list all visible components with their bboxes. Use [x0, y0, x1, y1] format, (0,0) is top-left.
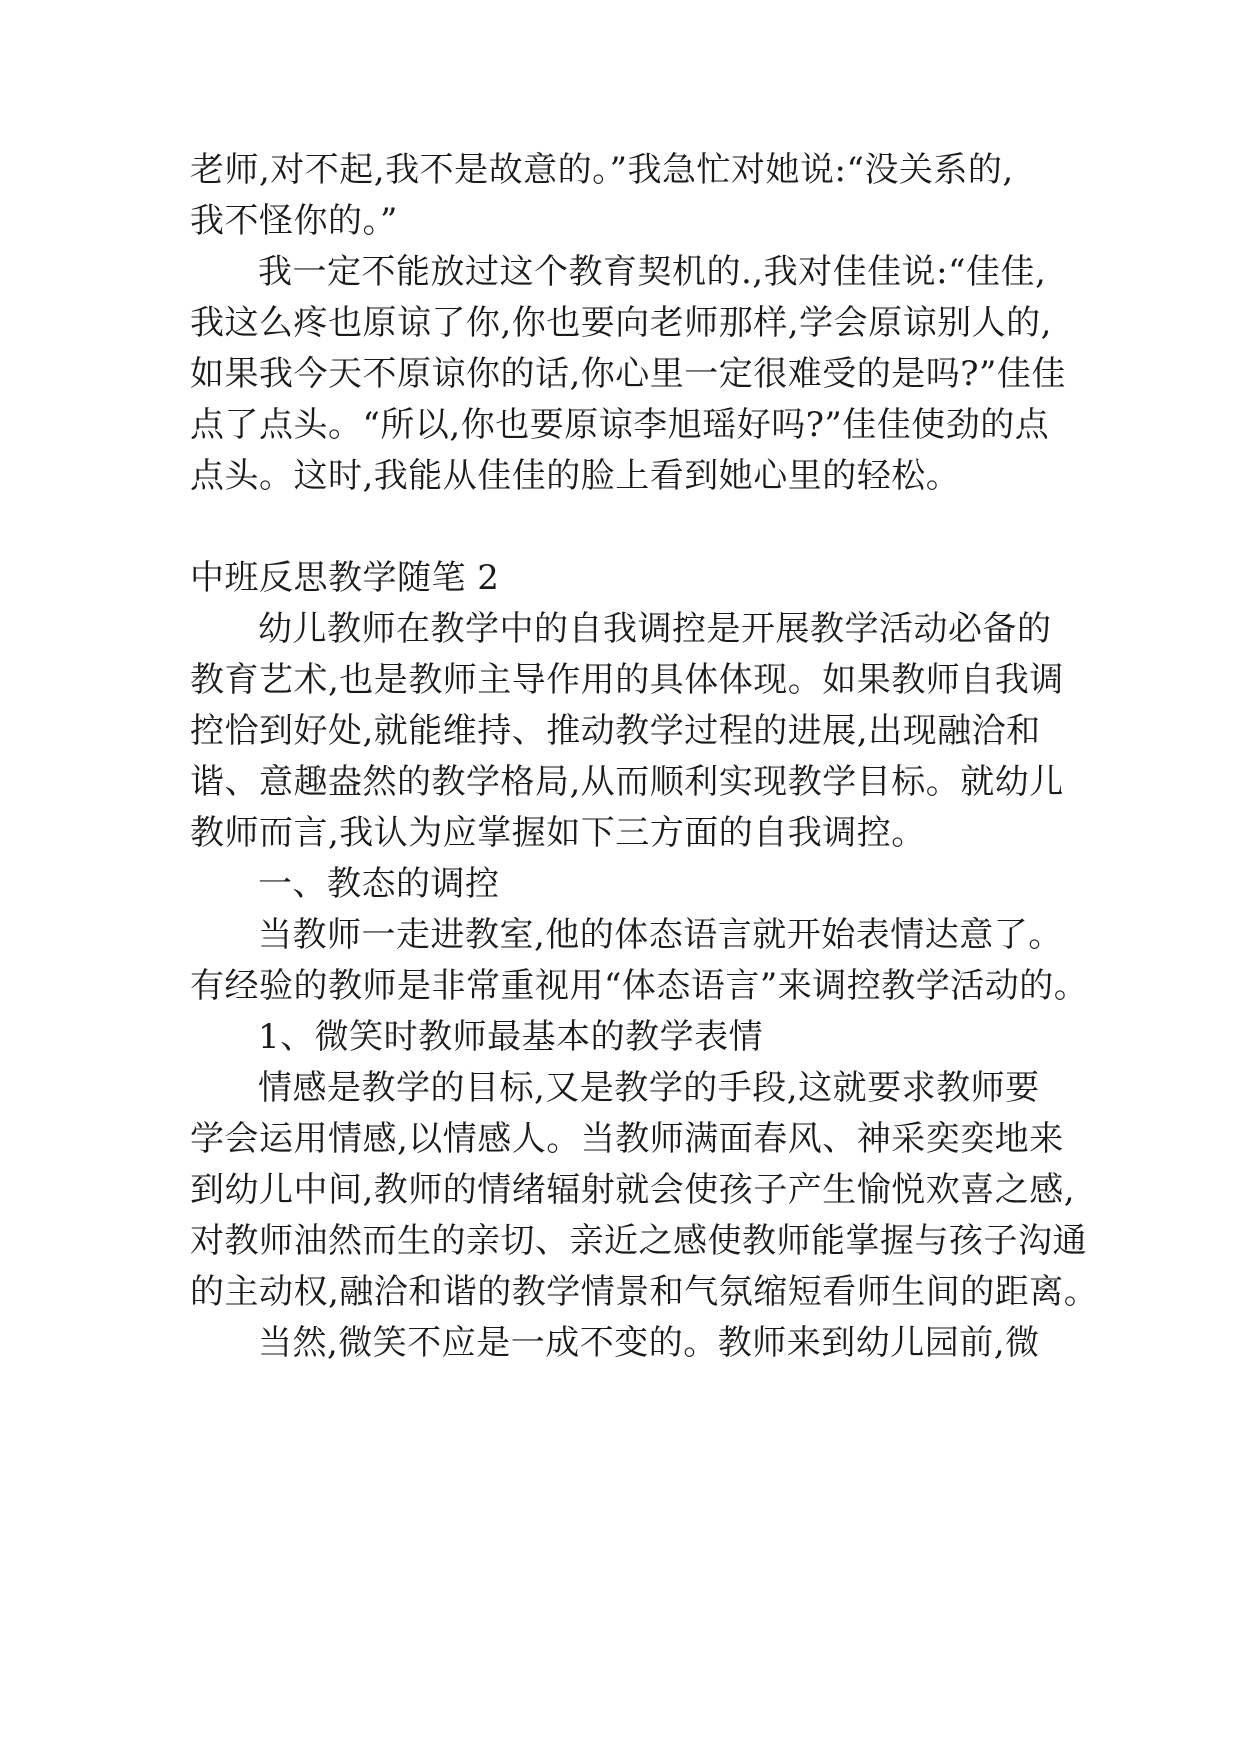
text-line: 的主动权,融洽和谐的教学情景和气氛缩短看师生间的距离。 [190, 1272, 1099, 1312]
subheading: 一、教态的调控 [258, 864, 500, 904]
text-line: 教育艺术,也是教师主导作用的具体体现。如果教师自我调 [190, 660, 1064, 700]
text-line: 谐、意趣盎然的教学格局,从而顺利实现教学目标。就幼儿 [190, 762, 1064, 802]
text-line: 幼儿教师在教学中的自我调控是开展教学活动必备的 [258, 609, 1052, 649]
text-line: 有经验的教师是非常重视用“体态语言”来调控教学活动的。 [190, 966, 1089, 1006]
text-line: 我不怪你的。” [190, 201, 398, 241]
text-line: 当教师一走进教室,他的体态语言就开始表情达意了。 [258, 915, 1063, 955]
text-line: 我一定不能放过这个教育契机的.,我对佳佳说:“佳佳, [258, 252, 1047, 292]
text-line: 我这么疼也原谅了你,你也要向老师那样,学会原谅别人的, [190, 303, 1052, 343]
text-line: 教师而言,我认为应掌握如下三方面的自我调控。 [190, 813, 926, 853]
text-line: 情感是教学的目标,又是教学的手段,这就要求教师要 [258, 1068, 1040, 1108]
subheading: 1、微笑时教师最基本的教学表情 [258, 1017, 764, 1057]
text-line: 如果我今天不原谅你的话,你心里一定很难受的是吗?”佳佳 [190, 354, 1066, 394]
text-line: 控恰到好处,就能维持、推动教学过程的进展,出现融洽和 [190, 711, 1041, 751]
text-line: 点了点头。“所以,你也要原谅李旭瑶好吗?”佳佳使劲的点 [190, 405, 1050, 445]
text-line: 对教师油然而生的亲切、亲近之感使教师能掌握与孩子沟通 [190, 1221, 1087, 1261]
text-line: 当然,微笑不应是一成不变的。教师来到幼儿园前,微 [258, 1323, 1040, 1363]
text-line: 学会运用情感,以情感人。当教师满面春风、神采奕奕地来 [190, 1119, 1064, 1159]
text-line: 到幼儿中间,教师的情绪辐射就会使孩子产生愉悦欢喜之感, [190, 1170, 1076, 1210]
section-title: 中班反思教学随笔 2 [190, 558, 500, 598]
text-line: 点头。这时,我能从佳佳的脸上看到她心里的轻松。 [190, 456, 961, 496]
text-line: 老师,对不起,我不是故意的。”我急忙对她说:“没关系的, [190, 150, 1014, 190]
